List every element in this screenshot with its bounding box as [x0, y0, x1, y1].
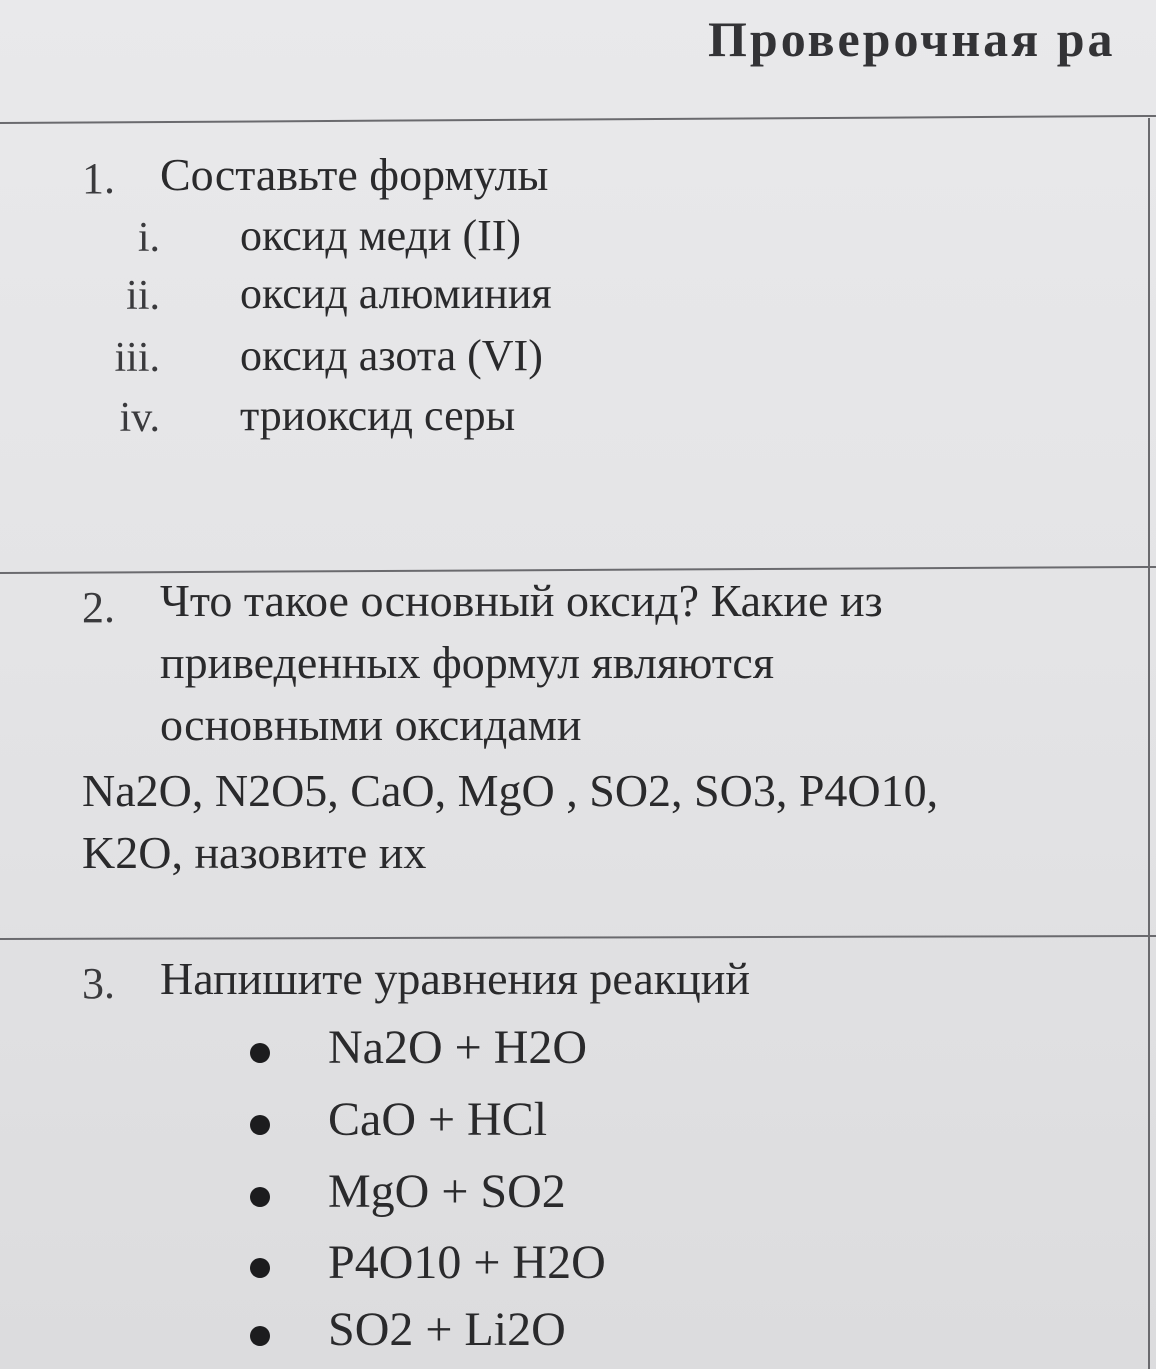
bullet-icon — [250, 1115, 270, 1135]
reaction-item: SO2 + Li2O — [328, 1303, 566, 1356]
list-item-text: оксид меди (II) — [240, 211, 522, 260]
reaction-item: Na2O + H2O — [328, 1021, 588, 1074]
question-1-number: 1. — [82, 154, 115, 203]
section-divider-2 — [0, 935, 1156, 940]
bullet-icon — [250, 1043, 270, 1063]
question-3-number: 3. — [82, 959, 115, 1008]
reaction-item: MgO + SO2 — [328, 1165, 566, 1218]
list-item-number: i. — [137, 215, 160, 261]
bullet-icon — [250, 1187, 270, 1207]
reaction-item: CaO + HCl — [328, 1093, 548, 1146]
question-2-formulas-end: K2O, назовите их — [82, 827, 427, 878]
list-item-number: iii. — [114, 335, 160, 381]
reaction-item: P4O10 + H2O — [328, 1236, 606, 1289]
bullet-icon — [250, 1258, 270, 1278]
question-2-line: основными оксидами — [160, 699, 582, 750]
section-divider-1 — [0, 566, 1156, 574]
page-title: Проверочная ра — [708, 11, 1116, 67]
list-item-text: оксид азота (VI) — [240, 331, 543, 380]
question-2-formulas: Na2O, N2O5, CaO, MgO , SO2, SO3, P4O10, — [82, 765, 939, 816]
question-2-line: Что такое основный оксид? Какие из — [160, 575, 883, 626]
list-item-text: триоксид серы — [240, 391, 516, 440]
question-2-number: 2. — [82, 583, 115, 632]
list-item-number: ii. — [126, 273, 160, 319]
question-2-line: приведенных формул являются — [160, 637, 774, 688]
question-3-text: Напишите уравнения реакций — [160, 953, 750, 1004]
bullet-icon — [250, 1326, 270, 1346]
list-item-number: iv. — [119, 395, 160, 441]
question-1-text: Составьте формулы — [160, 149, 549, 200]
list-item-text: оксид алюминия — [240, 269, 552, 318]
table-top-border — [0, 115, 1156, 124]
table-right-border — [1148, 118, 1150, 1369]
